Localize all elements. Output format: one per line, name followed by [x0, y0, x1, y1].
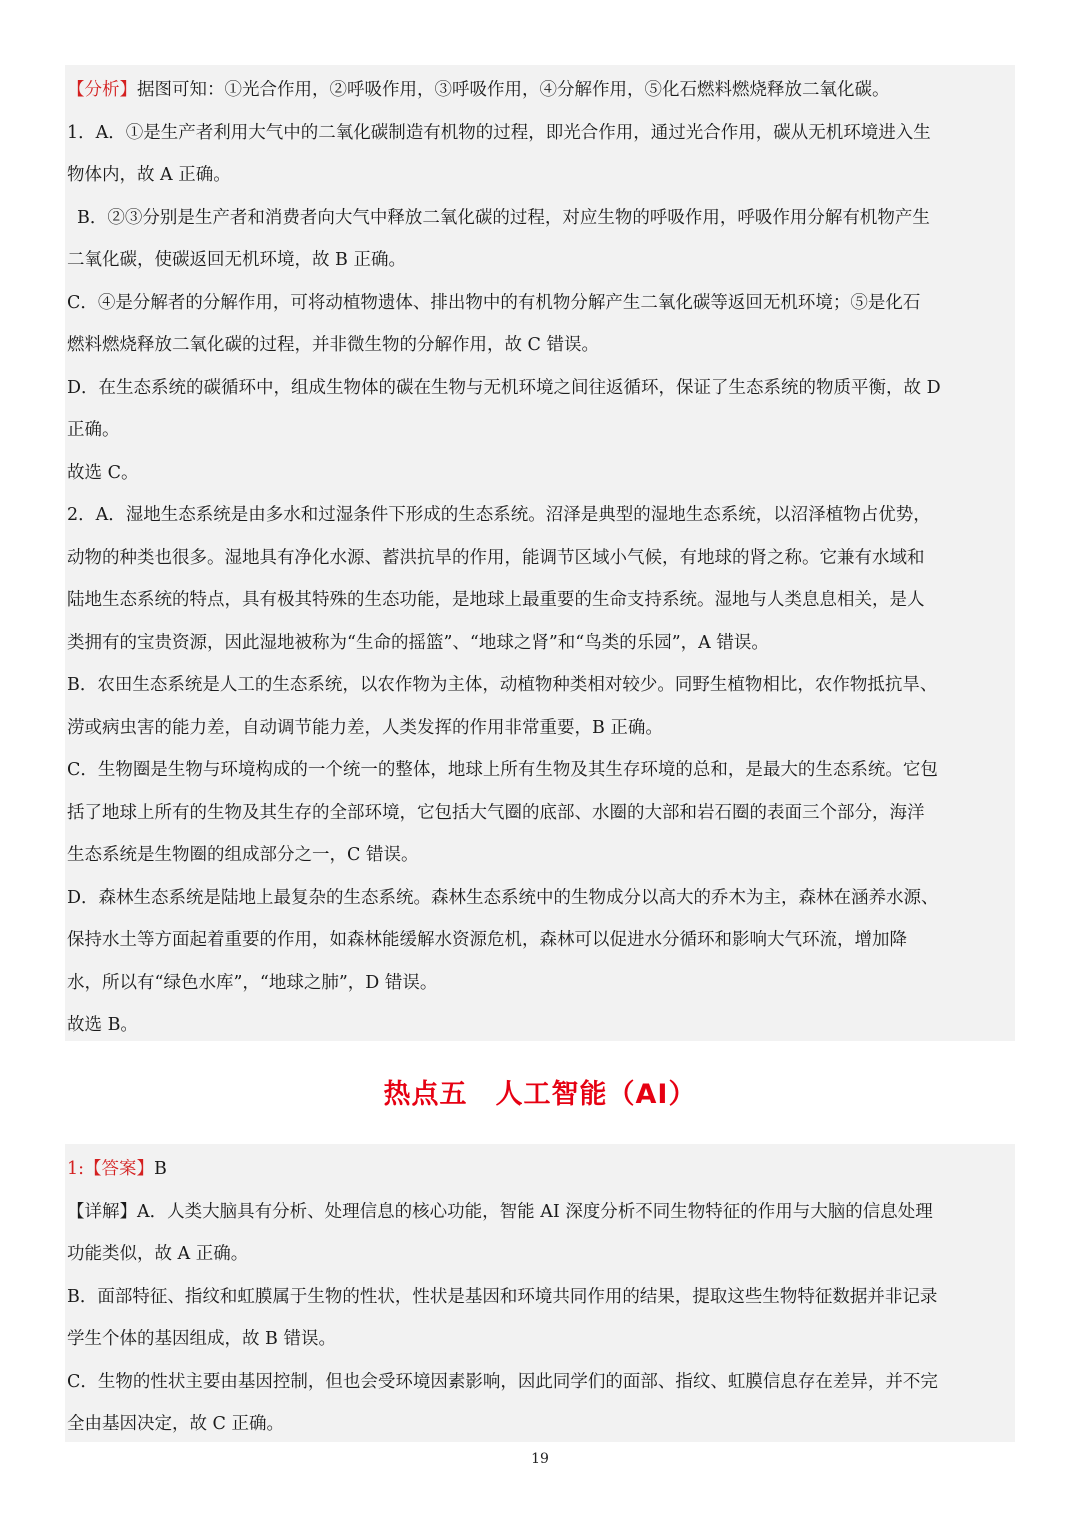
analysis-block — [65, 65, 1015, 1041]
text-line: 功能类似，故 A 正确。 — [67, 1244, 249, 1264]
text-line: 括了地球上所有的生物及其生存的全部环境，它包括大气圈的底部、水圈的大部和岩石圈的表面三个部分，海洋 — [67, 802, 925, 823]
answer-block — [65, 1144, 1015, 1442]
text-line: 二氧化碳，使碳返回无机环境，故 B 正确。 — [67, 250, 406, 270]
text-line: 陆地生态系统的特点，具有极其特殊的生态功能，是地球上最重要的生命支持系统。湿地与人类息息相关，是人 — [67, 590, 925, 610]
text-line: 正确。 — [67, 420, 120, 440]
text-line: 物体内，故 A 正确。 — [67, 165, 231, 185]
text-line: 1．A．①是生产者利用大气中的二氧化碳制造有机物的过程，即光合作用，通过光合作用，碳从无机环境进入生 — [67, 122, 931, 143]
text-line: B．面部特征、指纹和虹膜属于生物的性状，性状是基因和环境共同作用的结果，提取这些生物特征数据并非记录 — [67, 1286, 938, 1307]
section-heading: 热点五 人工智能（AI） — [383, 1079, 697, 1110]
text-line: 涝或病虫害的能力差，自动调节能力差，人类发挥的作用非常重要，B 正确。 — [67, 717, 663, 738]
text-line: C．生物圈是生物与环境构成的一个统一的整体，地球上所有生物及其生存环境的总和，是最大的生态系统。它包 — [67, 760, 938, 780]
text-line: B．②③分别是生产者和消费者向大气中释放二氧化碳的过程，对应生物的呼吸作用，呼吸作用分解有机物产生 — [77, 207, 930, 228]
text-line: 动物的种类也很多。湿地具有净化水源、蓄洪抗旱的作用，能调节区域小气候，有地球的肾之称。它兼有水域和 — [67, 547, 925, 568]
answer-line — [67, 1148, 1013, 1191]
text-line: C．生物的性状主要由基因控制，但也会受环境因素影响，因此同学们的面部、指纹、虹膜信息存在差异，并不完 — [67, 1371, 938, 1392]
text-line: 生态系统是生物圈的组成部分之一，C 错误。 — [67, 845, 419, 865]
text-line: 故选 C。 — [67, 462, 139, 483]
text-line: 全由基因决定，故 C 正确。 — [67, 1414, 285, 1434]
text-line: C．④是分解者的分解作用，可将动植物遗体、排出物中的有机物分解产生二氧化碳等返回无机环境；⑤是化石 — [67, 292, 921, 313]
answer-value: B — [154, 1159, 167, 1179]
text-line: 水，所以有“绿色水库”，“地球之肺”，D 错误。 — [67, 972, 438, 993]
text-line: 【分析】据图可知：①光合作用，②呼吸作用，③呼吸作用，④分解作用，⑤化石燃料燃烧释放二氧化碳。 — [67, 80, 890, 100]
analysis-tag: 【分析】 — [67, 80, 137, 100]
answer-tag: 1:【答案】 — [67, 1159, 155, 1179]
text-line: 【详解】A．人类大脑具有分析、处理信息的核心功能，智能 AI 深度分析不同生物特征的作用与大脑的信息处理 — [67, 1201, 933, 1222]
text-line: D．在生态系统的碳循环中，组成生物体的碳在生物与无机环境之间往返循环，保证了生态系统的物质平衡，故 D — [67, 377, 941, 398]
text-line: 保持水土等方面起着重要的作用，如森林能缓解水资源危机，森林可以促进水分循环和影响大气环流，增加降 — [67, 930, 907, 950]
page-number: 19 — [531, 1451, 549, 1467]
text-line: B．农田生态系统是人工的生态系统，以农作物为主体，动植物种类相对较少。同野生植物相比，农作物抵抗旱、 — [67, 675, 938, 695]
text-line: 燃料燃烧释放二氧化碳的过程，并非微生物的分解作用，故 C 错误。 — [67, 335, 600, 355]
text-line: 类拥有的宝贵资源，因此湿地被称为“生命的摇篮”、“地球之肾”和“鸟类的乐园”，A 错误。 — [67, 632, 769, 653]
detail-tag: 【详解】 — [67, 1201, 137, 1222]
text-line: 故选 B。 — [67, 1015, 138, 1035]
text-line: D．森林生态系统是陆地上最复杂的生态系统。森林生态系统中的生物成分以高大的乔木为主，森林在涵养水源、 — [67, 887, 939, 908]
text-line: 2．A．湿地生态系统是由多水和过湿条件下形成的生态系统。沼泽是典型的湿地生态系统，以沼泽植物占优势， — [67, 505, 931, 525]
text-line: 学生个体的基因组成，故 B 错误。 — [67, 1329, 336, 1349]
